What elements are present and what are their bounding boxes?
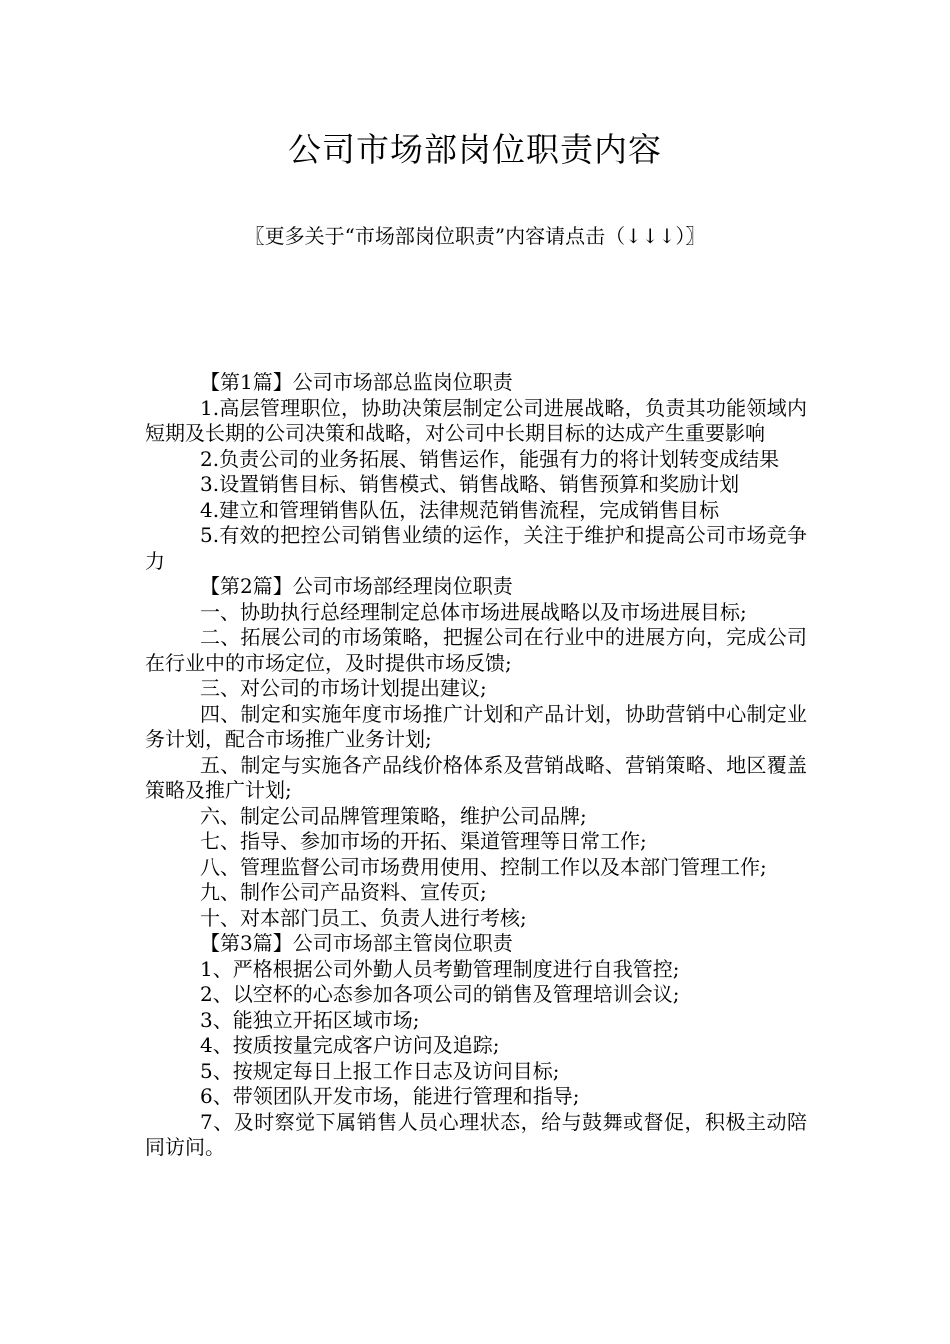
- paragraph: 4.建立和管理销售队伍，法律规范销售流程，完成销售目标: [200, 497, 720, 522]
- section-heading-3: 【第3篇】公司市场部主管岗位职责: [200, 931, 513, 955]
- paragraph: 四、制定和实施年度市场推广计划和产品计划，协助营销中心制定业务计划，配合市场推广业务计划;: [145, 701, 807, 751]
- more-content-link[interactable]: 〖更多关于“市场部岗位职责”内容请点击（↓↓↓）〗: [244, 224, 706, 248]
- paragraph: 三、对公司的市场计划提出建议;: [200, 676, 487, 700]
- paragraph: 六、制定公司品牌管理策略，维护公司品牌;: [200, 803, 587, 828]
- document-body: [145, 370, 807, 1161]
- document-title: 公司市场部岗位职责内容: [288, 130, 662, 169]
- paragraph: 5.有效的把控公司销售业绩的运作，关注于维护和提高公司市场竞争力: [145, 523, 807, 573]
- paragraph: 3、能独立开拓区域市场;: [200, 1007, 420, 1032]
- paragraph: 3.设置销售目标、销售模式、销售战略、销售预算和奖励计划: [200, 472, 740, 496]
- paragraph: 一、协助执行总经理制定总体市场进展战略以及市场进展目标;: [200, 599, 747, 624]
- paragraph: 2.负责公司的业务拓展、销售运作，能强有力的将计划转变成结果: [200, 446, 780, 471]
- paragraph: 5、按规定每日上报工作日志及访问目标;: [200, 1058, 560, 1083]
- paragraph: 十、对本部门员工、负责人进行考核;: [200, 905, 527, 930]
- paragraph: 九、制作公司产品资料、宣传页;: [200, 880, 487, 904]
- paragraph: 五、制定与实施各产品线价格体系及营销战略、营销策略、地区覆盖策略及推广计划;: [145, 752, 807, 802]
- paragraph: 1.高层管理职位，协助决策层制定公司进展战略，负责其功能领域内短期及长期的公司决策和战略，对公司中长期目标的达成产生重要影响: [145, 395, 807, 445]
- paragraph: 1、严格根据公司外勤人员考勤管理制度进行自我管控;: [200, 956, 680, 981]
- paragraph: 2、以空杯的心态参加各项公司的销售及管理培训会议;: [200, 982, 680, 1006]
- paragraph: 6、带领团队开发市场，能进行管理和指导;: [200, 1084, 580, 1108]
- paragraph: 7、及时察觉下属销售人员心理状态，给与鼓舞或督促，积极主动陪同访问。: [145, 1109, 807, 1159]
- paragraph: 4、按质按量完成客户访问及追踪;: [200, 1033, 500, 1057]
- section-heading-2: 【第2篇】公司市场部经理岗位职责: [200, 574, 513, 598]
- paragraph: 七、指导、参加市场的开拓、渠道管理等日常工作;: [200, 829, 647, 853]
- paragraph: 八、管理监督公司市场费用使用、控制工作以及本部门管理工作;: [200, 854, 767, 879]
- paragraph: 二、拓展公司的市场策略，把握公司在行业中的进展方向，完成公司在行业中的市场定位，及时提供市场反馈;: [145, 625, 807, 675]
- section-heading-1: 【第1篇】公司市场部总监岗位职责: [200, 370, 513, 394]
